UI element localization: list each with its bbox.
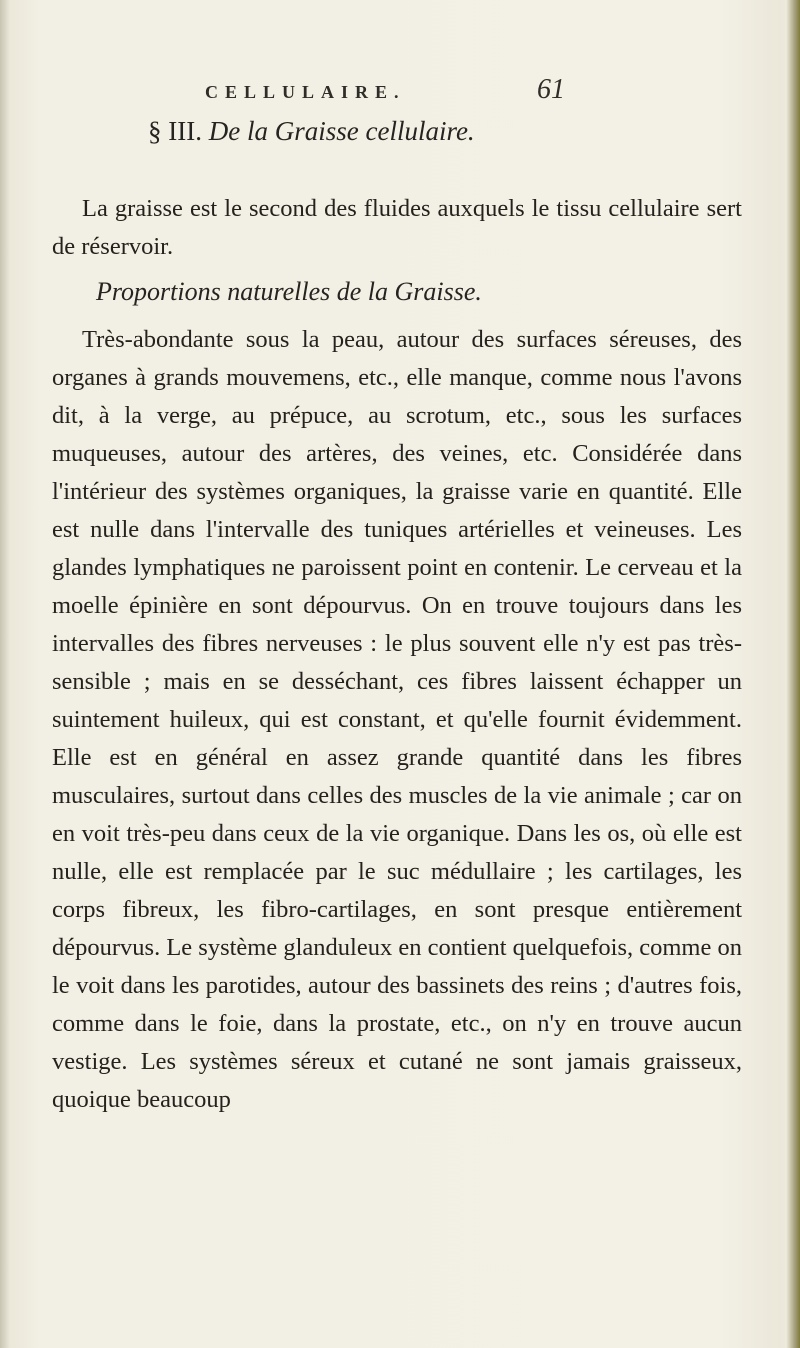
page-outer-edge — [786, 0, 800, 1348]
paragraph-2: Très-abondante sous la peau, autour des surfaces séreuses, des organes à grands mouvemens, etc., elle manque, comme nous l'avons dit, à la verge, au prépuce, au scrotum, etc., sous les surfaces muqueuses, autour des artères, des veines, etc. Considérée dans l'intérieur des systèmes organiques, la graisse varie en quantité. Elle est nulle dans l'intervalle des tuniques artérielles et veineuses. Les glandes lymphatiques ne paroissent point en contenir. Le cerveau et la moelle épinière en sont dépourvus. On en trouve toujours dans les intervalles des fibres nerveuses : le plus souvent elle n'y est pas très-sensible ; mais en se desséchant, ces fibres laissent échapper un suintement huileux, qui est constant, et qu'elle fournit évidemment. Elle est en général en assez grande quantité dans les fibres musculaires, surtout dans celles des muscles de la vie animale ; car on en voit très-peu dans ceux de la vie organique. Dans les os, où elle est nulle, elle est remplacée par le suc médullaire ; les cartilages, les corps fibreux, les fibro-cartilages, en sont presque entièrement dépourvus. Le système glanduleux en contient quelquefois, comme on le voit dans les parotides, autour des bassinets des reins ; d'autres fois, comme dans le foie, dans la prostate, etc., on n'y en trouve aucun vestige. Les systèmes séreux et cutané ne sont jamais graisseux, quoique beaucoup — [52, 326, 742, 1113]
subheading: Proportions naturelles de la Graisse. — [96, 277, 482, 306]
page-number: 61 — [537, 74, 565, 105]
running-head: CELLULAIRE. — [205, 82, 406, 102]
section-title: De la Graisse cellulaire. — [208, 116, 475, 146]
section-number: § III. — [148, 116, 202, 146]
section-heading — [148, 116, 708, 147]
page-header — [205, 74, 575, 106]
paragraph-1: La graisse est le second des fluides auxquels le tissu cellulaire sert de réservoir. — [52, 195, 742, 260]
page-binding-edge — [0, 0, 10, 1348]
